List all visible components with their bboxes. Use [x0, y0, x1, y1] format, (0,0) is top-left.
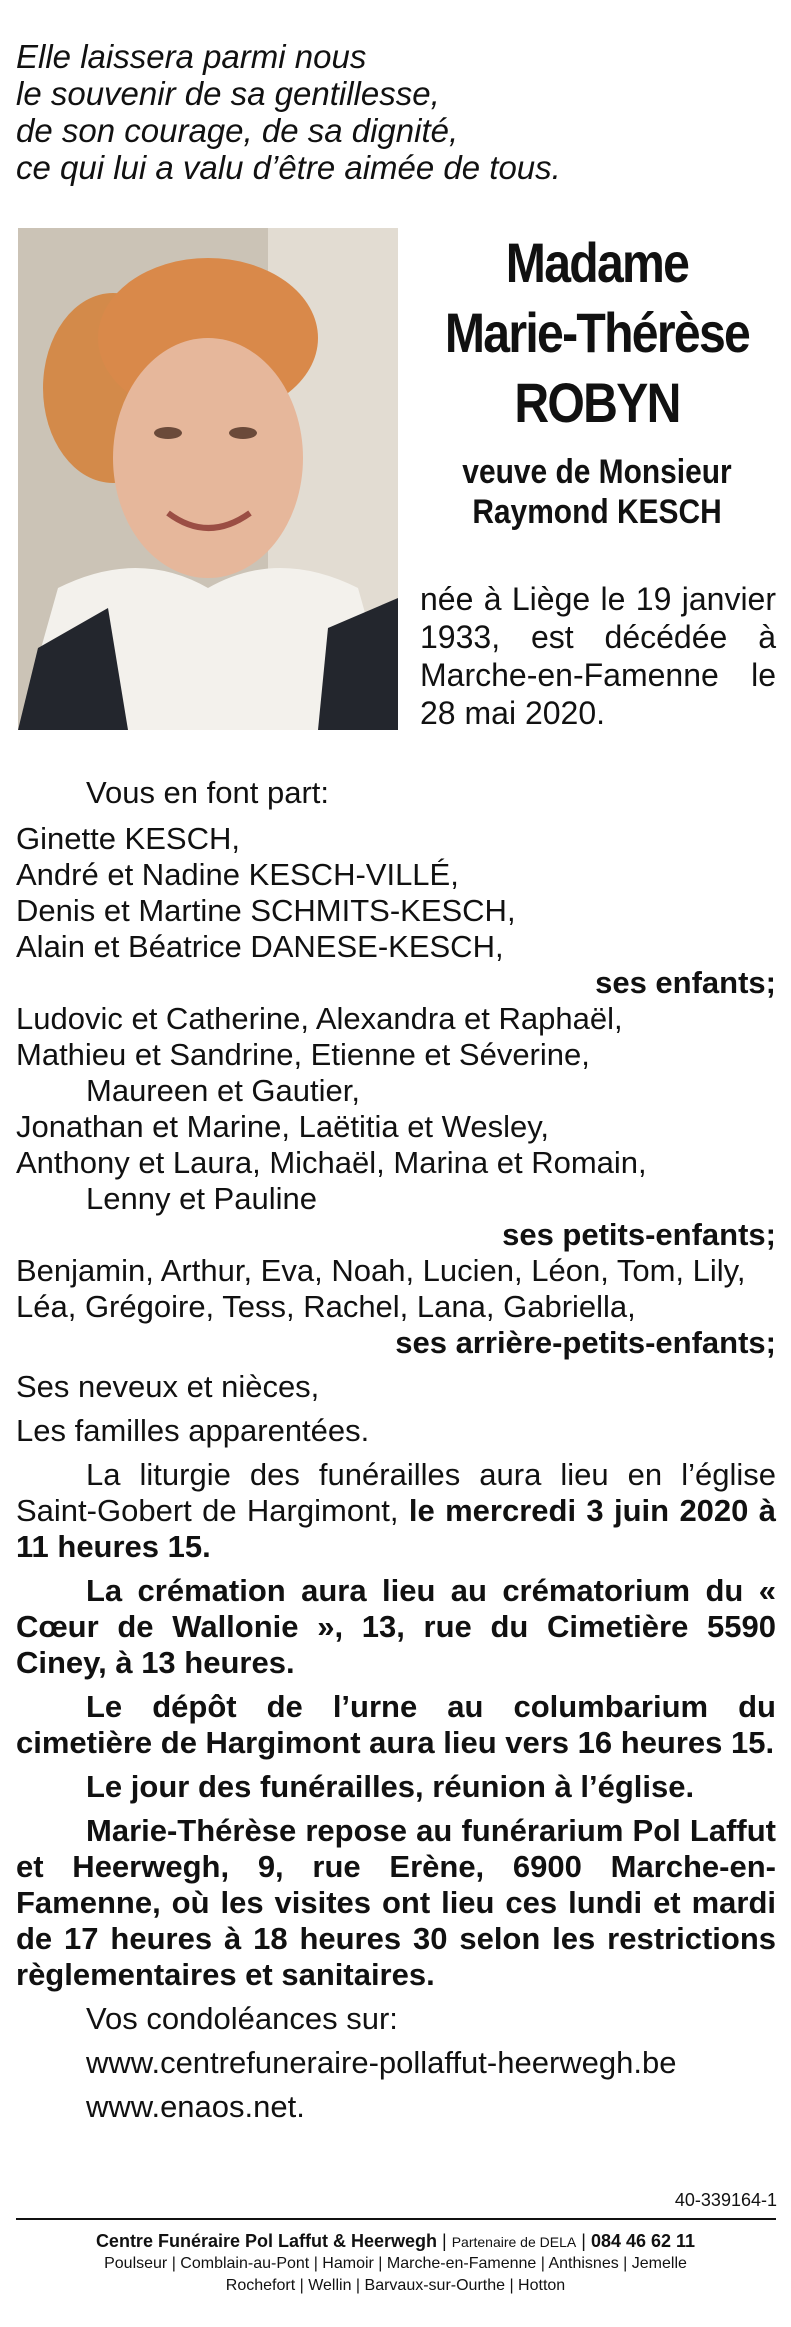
gathering-paragraph: Le jour des funérailles, réunion à l’église. — [86, 1769, 695, 1804]
widow-line: veuve de Monsieur — [462, 453, 732, 491]
intro-text: Vous en font part: — [86, 775, 330, 810]
grandchild-line: Ludovic et Catherine, Alexandra et Raphaël, — [16, 1001, 623, 1036]
footer-contact-line: Centre Funéraire Pol Laffut & Heerwegh | Partenaire de DELA | 084 46 62 11 — [95, 2231, 696, 2251]
portrait-photo — [18, 228, 398, 730]
cremation-paragraph: La crémation aura lieu au crématorium du « Cœur de Wallonie », 13, rue du Cimetière 5590 Ciney, à 13 heures. — [16, 1573, 776, 1680]
funerarium-paragraph: Marie-Thérèse repose au funérarium Pol Laffut et Heerwegh, 9, rue Erène, 6900 Marche-en-Famenne, où les visites ont lieu ces lundi et mardi de 17 heures à 18 heures 30 selon les restrictions règlementaires et sanitaires. — [16, 1813, 776, 1992]
child-line: André et Nadine KESCH-VILLÉ, — [16, 857, 459, 892]
grandchild-line: Anthony et Laura, Michaël, Marina et Romain, — [16, 1145, 647, 1180]
great-grandchildren-label: ses arrière-petits-enfants; — [395, 1325, 776, 1360]
child-line: Denis et Martine SCHMITS-KESCH, — [16, 893, 516, 928]
liturgy-date: le mercredi 3 juin 2020 à 11 heures 15. — [16, 1493, 776, 1564]
phone-number: 084 46 62 11 — [590, 2231, 696, 2251]
widow-line: Raymond KESCH — [472, 493, 722, 531]
families-line: Les familles apparentées. — [16, 1413, 370, 1448]
grandchild-line: Maureen et Gautier, — [86, 1073, 360, 1108]
condolences-text: Vos condoléances sur: — [86, 2001, 398, 2036]
footer-divider — [16, 2218, 776, 2220]
poem-line: de son courage, de sa dignité, — [16, 112, 459, 149]
poem-line: ce qui lui a valu d’être aimée de tous. — [16, 149, 561, 186]
portrait-illustration — [18, 228, 398, 730]
nephews-line: Ses neveux et nièces, — [16, 1369, 320, 1404]
deceased-name-line: ROBYN — [514, 371, 680, 434]
grandchild-line: Mathieu et Sandrine, Etienne et Séverine, — [16, 1037, 590, 1072]
poem — [16, 38, 776, 186]
website-link[interactable]: www.centrefuneraire-pollaffut-heerwegh.be — [86, 2045, 677, 2080]
great-grandchild-line: Benjamin, Arthur, Eva, Noah, Lucien, Léon, Tom, Lily, — [16, 1253, 746, 1288]
grandchildren-label: ses petits-enfants; — [502, 1217, 776, 1252]
deceased-name-line: Madame — [505, 231, 689, 294]
poem-line: Elle laissera parmi nous — [16, 38, 367, 75]
deceased-name-line: Marie-Thérèse — [444, 301, 750, 364]
grandchild-line: Lenny et Pauline — [86, 1181, 317, 1216]
child-line: Alain et Béatrice DANESE-KESCH, — [16, 929, 504, 964]
grandchildren-label-text: ses petits-enfants — [502, 1217, 766, 1252]
children-label: ses enfants; — [595, 965, 776, 1000]
urn-paragraph: Le dépôt de l’urne au columbarium du cimetière de Hargimont aura lieu vers 16 heures 15. — [16, 1689, 776, 1760]
partner-text: Partenaire de DELA — [451, 2234, 577, 2250]
footer-towns: Poulseur | Comblain-au-Pont | Hamoir | Marche-en-Famenne | Anthisnes | Jemelle — [104, 2255, 687, 2272]
birth-death-text: née à Liège le 19 janvier 1933, est décédée à Marche-en-Famenne le 28 mai 2020. — [420, 581, 776, 731]
deceased-header — [412, 228, 782, 532]
liturgy-text: La liturgie des funérailles aura lieu en l’église Saint-Gobert de Hargimont, — [16, 1457, 776, 1528]
poem-line: le souvenir de sa gentillesse, — [16, 75, 440, 112]
great-grandchildren-label-text: ses arrière-petits-enfants — [395, 1325, 766, 1360]
great-grandchild-line: Léa, Grégoire, Tess, Rachel, Lana, Gabriella, — [16, 1289, 636, 1324]
notice-body — [16, 775, 776, 2125]
funeral-home-footer — [0, 2230, 791, 2297]
children-label-text: ses enfants — [595, 965, 766, 1000]
company-name: Centre Funéraire Pol Laffut & Heerwegh — [95, 2231, 437, 2251]
reference-number: 40-339164-1 — [674, 2190, 777, 2210]
footer-towns: Rochefort | Wellin | Barvaux-sur-Ourthe | Hotton — [225, 2277, 566, 2294]
website-link[interactable]: www.enaos.net. — [86, 2089, 305, 2124]
child-line: Ginette KESCH, — [16, 821, 240, 856]
grandchild-line: Jonathan et Marine, Laëtitia et Wesley, — [16, 1109, 550, 1144]
liturgy-paragraph — [16, 1457, 776, 1565]
